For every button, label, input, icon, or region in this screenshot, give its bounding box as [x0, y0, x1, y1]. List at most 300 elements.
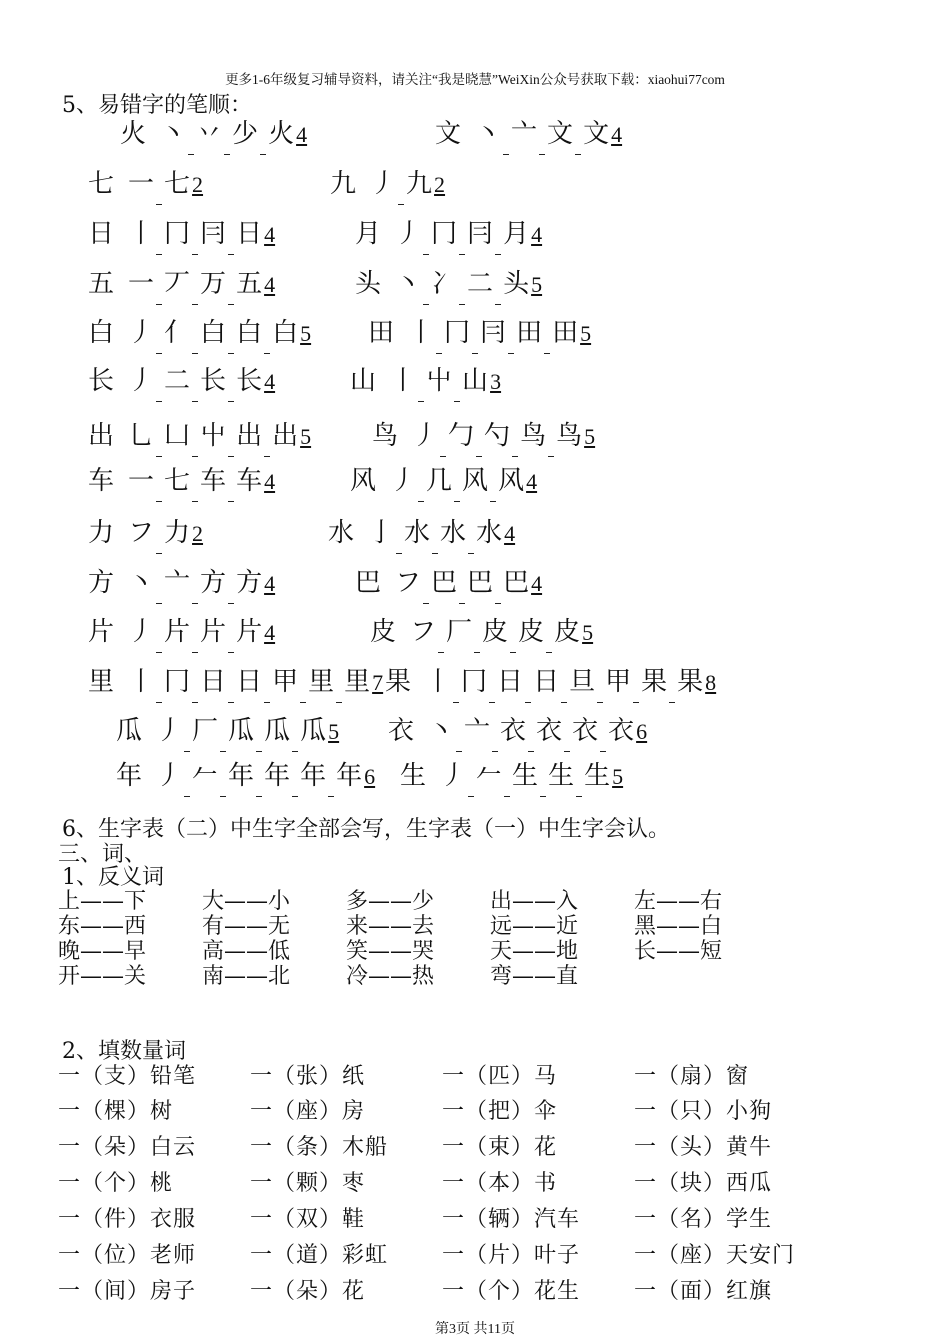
stroke-step: 年 — [228, 761, 255, 791]
measure-word-item: 一（片）叶子 — [442, 1243, 581, 1268]
stroke-step: 丆 — [164, 269, 191, 299]
stroke-separator — [418, 387, 424, 402]
measure-word-item: 一（个）桃 — [58, 1171, 174, 1196]
stroke-step: 年 — [300, 761, 327, 791]
stroke-step: 二 — [467, 269, 494, 299]
measure-word-item: 一（扇）窗 — [634, 1064, 750, 1089]
stroke-step: 丿 — [395, 219, 422, 249]
stroke-step: 亠 — [511, 119, 538, 149]
stroke-char: 衣 — [388, 716, 415, 746]
stroke-char: 头 — [355, 269, 382, 299]
stroke-count: 4 — [504, 521, 516, 546]
stroke-separator — [495, 290, 501, 305]
stroke-count: 2 — [434, 172, 446, 197]
antonym-pair: 多——少 — [346, 889, 435, 914]
antonym-title: 1、反义词 — [62, 865, 164, 890]
stroke-step: 力 — [164, 518, 191, 548]
measure-word-item: 一（本）书 — [442, 1171, 558, 1196]
stroke-step: 丿 — [390, 466, 417, 496]
stroke-order-item — [330, 164, 445, 205]
stroke-char: 出 — [88, 421, 115, 451]
stroke-order-item — [388, 711, 647, 752]
stroke-step: 出 — [272, 421, 299, 451]
stroke-separator — [300, 688, 306, 703]
stroke-step: 白 — [200, 318, 227, 348]
stroke-step: 日 — [236, 219, 263, 249]
stroke-count: 2 — [192, 172, 204, 197]
stroke-step: 丷 — [196, 119, 223, 149]
stroke-separator — [228, 290, 234, 305]
stroke-separator — [228, 339, 234, 354]
antonym-pair: 来——去 — [346, 914, 435, 939]
stroke-separator — [454, 487, 460, 502]
stroke-step: 丿 — [156, 716, 183, 746]
stroke-step: 丨 — [390, 366, 417, 396]
stroke-char: 果 — [385, 667, 412, 697]
stroke-step: 水 — [404, 518, 431, 548]
measure-word-item: 一（件）衣服 — [58, 1207, 197, 1232]
stroke-separator — [398, 190, 404, 205]
stroke-step: 片 — [200, 617, 227, 647]
stroke-separator — [192, 240, 198, 255]
stroke-separator — [192, 638, 198, 653]
measure-word-title: 2、填数量词 — [62, 1039, 186, 1064]
stroke-order-item — [350, 461, 537, 502]
stroke-step: 水 — [476, 518, 503, 548]
stroke-separator — [546, 638, 552, 653]
measure-word-item: 一（束）花 — [442, 1135, 558, 1160]
stroke-separator — [156, 638, 162, 653]
stroke-separator — [512, 442, 518, 457]
antonym-pair: 上——下 — [58, 889, 147, 914]
stroke-step: 年 — [336, 761, 363, 791]
stroke-separator — [192, 290, 198, 305]
stroke-separator — [600, 737, 606, 752]
stroke-step: 亅 — [368, 518, 395, 548]
stroke-char: 风 — [350, 466, 377, 496]
stroke-step: 九 — [406, 169, 433, 199]
stroke-separator — [228, 688, 234, 703]
stroke-order-item — [88, 164, 203, 205]
stroke-step: 方 — [200, 568, 227, 598]
stroke-step: 衣 — [536, 716, 563, 746]
stroke-separator — [292, 782, 298, 797]
measure-word-item: 一（颗）枣 — [250, 1171, 366, 1196]
stroke-order-item — [116, 711, 339, 752]
stroke-separator — [192, 387, 198, 402]
measure-word-item: 一（条）木船 — [250, 1135, 389, 1160]
stroke-separator — [459, 290, 465, 305]
stroke-count: 4 — [531, 222, 543, 247]
stroke-step: 山 — [462, 366, 489, 396]
stroke-step: 丶 — [428, 716, 455, 746]
stroke-step: 一 — [128, 269, 155, 299]
stroke-step: 万 — [200, 269, 227, 299]
stroke-step: 文 — [547, 119, 574, 149]
stroke-order-item — [88, 361, 275, 402]
stroke-char: 皮 — [370, 617, 397, 647]
stroke-order-item — [400, 756, 623, 797]
stroke-step: 乚 — [128, 421, 155, 451]
stroke-step: 丿 — [412, 421, 439, 451]
measure-word-item: 一（道）彩虹 — [250, 1243, 389, 1268]
stroke-separator — [508, 339, 514, 354]
stroke-order-item — [88, 563, 275, 604]
stroke-separator — [156, 387, 162, 402]
stroke-count: 4 — [531, 571, 543, 596]
stroke-separator — [597, 688, 603, 703]
stroke-step: 瓜 — [264, 716, 291, 746]
stroke-separator — [156, 487, 162, 502]
stroke-step: 甲 — [605, 667, 632, 697]
antonym-pair: 有——无 — [202, 914, 291, 939]
stroke-separator — [459, 589, 465, 604]
stroke-separator — [423, 589, 429, 604]
stroke-separator — [264, 339, 270, 354]
stroke-char: 山 — [350, 366, 377, 396]
stroke-char: 车 — [88, 466, 115, 496]
stroke-step: 鸟 — [556, 421, 583, 451]
stroke-separator — [264, 442, 270, 457]
stroke-separator — [474, 638, 480, 653]
stroke-step: 里 — [308, 667, 335, 697]
stroke-separator — [260, 140, 266, 155]
stroke-separator — [432, 539, 438, 554]
antonym-pair: 黑——白 — [634, 914, 723, 939]
stroke-separator — [561, 688, 567, 703]
stroke-char: 田 — [368, 318, 395, 348]
stroke-step: 皮 — [518, 617, 545, 647]
stroke-char: 五 — [88, 269, 115, 299]
stroke-separator — [454, 387, 460, 402]
antonym-pair: 大——小 — [202, 889, 291, 914]
stroke-char: 力 — [88, 518, 115, 548]
measure-word-item: 一（支）铅笔 — [58, 1064, 197, 1089]
stroke-step: 屮 — [200, 421, 227, 451]
measure-word-item: 一（朵）花 — [250, 1279, 366, 1304]
stroke-separator — [423, 240, 429, 255]
stroke-separator — [224, 140, 230, 155]
stroke-char: 月 — [355, 219, 382, 249]
measure-word-item: 一（只）小狗 — [634, 1099, 773, 1124]
stroke-step: 文 — [583, 119, 610, 149]
stroke-step: 冂 — [444, 318, 471, 348]
stroke-step: 鸟 — [520, 421, 547, 451]
stroke-step: 冂 — [164, 219, 191, 249]
stroke-separator — [156, 290, 162, 305]
stroke-step: 皮 — [554, 617, 581, 647]
stroke-separator — [440, 442, 446, 457]
stroke-step: 生 — [548, 761, 575, 791]
stroke-separator — [156, 190, 162, 205]
stroke-count: 4 — [264, 222, 276, 247]
antonym-pair: 左——右 — [634, 889, 723, 914]
stroke-char: 长 — [88, 366, 115, 396]
stroke-separator — [192, 487, 198, 502]
stroke-step: 亻 — [164, 318, 191, 348]
stroke-step: フ — [395, 568, 422, 598]
stroke-separator — [453, 688, 459, 703]
stroke-step: 冃 — [480, 318, 507, 348]
stroke-separator — [264, 688, 270, 703]
stroke-separator — [156, 240, 162, 255]
stroke-separator — [396, 539, 402, 554]
stroke-order-item — [355, 264, 542, 305]
stroke-step: 田 — [516, 318, 543, 348]
stroke-separator — [528, 737, 534, 752]
stroke-count: 4 — [264, 369, 276, 394]
stroke-step: フ — [128, 518, 155, 548]
antonym-pair: 开——关 — [58, 964, 147, 989]
stroke-step: 一 — [128, 466, 155, 496]
stroke-step: 丿 — [156, 761, 183, 791]
stroke-separator — [184, 737, 190, 752]
stroke-step: 日 — [497, 667, 524, 697]
stroke-step: フ — [410, 617, 437, 647]
stroke-count: 2 — [192, 521, 204, 546]
measure-word-item: 一（间）房子 — [58, 1279, 197, 1304]
stroke-step: 丶 — [160, 119, 187, 149]
stroke-separator — [468, 539, 474, 554]
measure-word-item: 一（张）纸 — [250, 1064, 366, 1089]
stroke-order-item — [88, 461, 275, 502]
stroke-separator — [539, 140, 545, 155]
stroke-step: 片 — [236, 617, 263, 647]
stroke-separator — [495, 240, 501, 255]
stroke-char: 九 — [330, 169, 357, 199]
stroke-separator — [436, 339, 442, 354]
stroke-step: 日 — [236, 667, 263, 697]
stroke-char: 日 — [88, 219, 115, 249]
antonym-pair: 远——近 — [490, 914, 579, 939]
stroke-step: 几 — [426, 466, 453, 496]
stroke-step: 丨 — [425, 667, 452, 697]
stroke-order-item — [88, 662, 383, 703]
stroke-step: 果 — [677, 667, 704, 697]
stroke-separator — [504, 782, 510, 797]
stroke-step: 丨 — [128, 667, 155, 697]
stroke-separator — [456, 737, 462, 752]
stroke-separator — [423, 290, 429, 305]
stroke-char: 片 — [88, 617, 115, 647]
stroke-step: 风 — [498, 466, 525, 496]
stroke-step: 丿 — [370, 169, 397, 199]
stroke-count: 4 — [264, 272, 276, 297]
stroke-count: 4 — [296, 122, 308, 147]
stroke-count: 4 — [526, 469, 538, 494]
stroke-step: 丿 — [128, 318, 155, 348]
measure-word-item: 一（面）红旗 — [634, 1279, 773, 1304]
stroke-order-item — [350, 361, 501, 402]
stroke-step: 衣 — [500, 716, 527, 746]
stroke-separator — [564, 737, 570, 752]
stroke-order-item — [116, 756, 375, 797]
stroke-step: 少 — [232, 119, 259, 149]
page-header: 更多1-6年级复习辅导资料，请关注“我是晓慧”WeiXin公众号获取下载：xiaohui77com — [225, 72, 725, 87]
stroke-step: 亠 — [164, 568, 191, 598]
stroke-separator — [292, 737, 298, 752]
stroke-step: 巴 — [467, 568, 494, 598]
measure-word-item: 一（朵）白云 — [58, 1135, 197, 1160]
stroke-step: 丶 — [395, 269, 422, 299]
stroke-order-item — [88, 313, 311, 354]
stroke-separator — [468, 782, 474, 797]
stroke-separator — [328, 782, 334, 797]
stroke-separator — [228, 240, 234, 255]
stroke-separator — [156, 539, 162, 554]
stroke-step: 车 — [236, 466, 263, 496]
stroke-count: 4 — [264, 620, 276, 645]
stroke-separator — [188, 140, 194, 155]
stroke-char: 文 — [435, 119, 462, 149]
antonym-pair: 弯——直 — [490, 964, 579, 989]
stroke-count: 4 — [611, 122, 623, 147]
stroke-separator — [192, 442, 198, 457]
stroke-step: 里 — [344, 667, 371, 697]
stroke-step: 车 — [200, 466, 227, 496]
antonym-pair: 笑——哭 — [346, 939, 435, 964]
stroke-order-item — [355, 214, 542, 255]
stroke-step: 出 — [236, 421, 263, 451]
measure-word-item: 一（个）花生 — [442, 1279, 581, 1304]
stroke-step: 火 — [268, 119, 295, 149]
stroke-step: 年 — [264, 761, 291, 791]
stroke-step: 厂 — [192, 716, 219, 746]
measure-word-item: 一（位）老师 — [58, 1243, 197, 1268]
stroke-char: 巴 — [355, 568, 382, 598]
stroke-separator — [156, 688, 162, 703]
stroke-step: 瓜 — [228, 716, 255, 746]
stroke-count: 4 — [264, 469, 276, 494]
stroke-separator — [192, 688, 198, 703]
stroke-step: 巴 — [503, 568, 530, 598]
stroke-order-item — [88, 214, 275, 255]
stroke-order-item — [88, 513, 203, 554]
stroke-order-item — [355, 563, 542, 604]
stroke-separator — [575, 140, 581, 155]
antonym-pair: 出——入 — [490, 889, 579, 914]
measure-word-item: 一（座）天安门 — [634, 1243, 796, 1268]
stroke-order-item — [435, 114, 622, 155]
stroke-separator — [228, 589, 234, 604]
stroke-count: 5 — [300, 424, 312, 449]
stroke-count: 3 — [490, 369, 502, 394]
stroke-step: 丶 — [128, 568, 155, 598]
stroke-step: 厂 — [446, 617, 473, 647]
stroke-char: 瓜 — [116, 716, 143, 746]
stroke-separator — [156, 589, 162, 604]
stroke-separator — [548, 442, 554, 457]
stroke-step: 七 — [164, 466, 191, 496]
stroke-char: 白 — [88, 318, 115, 348]
stroke-step: 丨 — [408, 318, 435, 348]
stroke-step: 瓜 — [300, 716, 327, 746]
stroke-count: 5 — [582, 620, 594, 645]
stroke-step: 冂 — [461, 667, 488, 697]
stroke-step: 𠂉 — [192, 761, 219, 791]
measure-word-item: 一（双）鞋 — [250, 1207, 366, 1232]
stroke-separator — [228, 638, 234, 653]
stroke-step: 旦 — [569, 667, 596, 697]
measure-word-item: 一（匹）马 — [442, 1064, 558, 1089]
stroke-step: 白 — [272, 318, 299, 348]
stroke-separator — [495, 589, 501, 604]
stroke-step: 日 — [200, 667, 227, 697]
stroke-char: 火 — [120, 119, 147, 149]
measure-word-item: 一（名）学生 — [634, 1207, 773, 1232]
stroke-separator — [503, 140, 509, 155]
stroke-step: 七 — [164, 169, 191, 199]
stroke-count: 5 — [531, 272, 543, 297]
antonym-pair: 冷——热 — [346, 964, 435, 989]
stroke-step: 冂 — [164, 667, 191, 697]
antonym-pair: 高——低 — [202, 939, 291, 964]
stroke-step: 丨 — [128, 219, 155, 249]
stroke-step: 丿 — [440, 761, 467, 791]
measure-word-item: 一（块）西瓜 — [634, 1171, 773, 1196]
stroke-separator — [633, 688, 639, 703]
section-6-text: 6、生字表（二）中生字全部会写，生字表（一）中生字会认。 — [62, 817, 670, 842]
measure-word-item: 一（棵）树 — [58, 1099, 174, 1124]
stroke-step: 丿 — [128, 366, 155, 396]
stroke-separator — [476, 442, 482, 457]
stroke-char: 年 — [116, 761, 143, 791]
stroke-step: 片 — [164, 617, 191, 647]
stroke-separator — [228, 442, 234, 457]
stroke-count: 5 — [580, 321, 592, 346]
stroke-separator — [156, 339, 162, 354]
antonym-pair: 天——地 — [490, 939, 579, 964]
stroke-count: 5 — [300, 321, 312, 346]
measure-word-item: 一（把）伞 — [442, 1099, 558, 1124]
stroke-separator — [489, 688, 495, 703]
stroke-step: 长 — [200, 366, 227, 396]
antonym-pair: 东——西 — [58, 914, 147, 939]
stroke-step: 勺 — [484, 421, 511, 451]
stroke-step: 方 — [236, 568, 263, 598]
stroke-step: 生 — [512, 761, 539, 791]
stroke-count: 7 — [372, 670, 384, 695]
stroke-separator — [192, 339, 198, 354]
stroke-step: 一 — [128, 169, 155, 199]
stroke-separator — [418, 487, 424, 502]
stroke-step: 生 — [584, 761, 611, 791]
stroke-order-item — [385, 662, 716, 703]
stroke-order-item — [120, 114, 307, 155]
stroke-step: 二 — [164, 366, 191, 396]
stroke-char: 七 — [88, 169, 115, 199]
measure-word-item: 一（头）黄牛 — [634, 1135, 773, 1160]
stroke-order-item — [88, 416, 311, 457]
stroke-char: 生 — [400, 761, 427, 791]
stroke-char: 方 — [88, 568, 115, 598]
stroke-step: 衣 — [608, 716, 635, 746]
stroke-separator — [544, 339, 550, 354]
stroke-step: 皮 — [482, 617, 509, 647]
stroke-step: 凵 — [164, 421, 191, 451]
stroke-count: 6 — [636, 719, 648, 744]
stroke-step: 冃 — [467, 219, 494, 249]
stroke-step: 冂 — [431, 219, 458, 249]
stroke-order-item — [370, 612, 593, 653]
stroke-separator — [510, 638, 516, 653]
stroke-step: 水 — [440, 518, 467, 548]
stroke-separator — [192, 589, 198, 604]
measure-word-item: 一（辆）汽车 — [442, 1207, 581, 1232]
stroke-separator — [525, 688, 531, 703]
stroke-separator — [336, 688, 342, 703]
stroke-separator — [472, 339, 478, 354]
